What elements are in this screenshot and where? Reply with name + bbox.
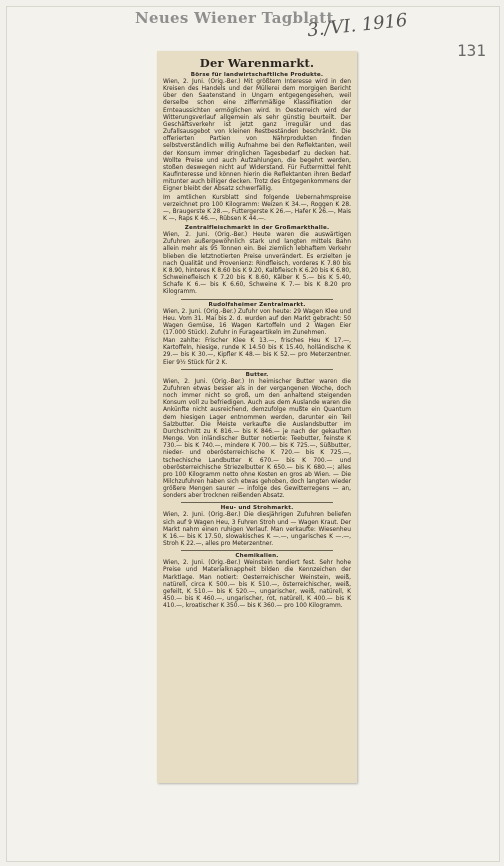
section-heading: Zentralfleischmarkt in der Großmarkthalle. xyxy=(184,225,330,232)
section-paragraph: Im amtlichen Kursblatt sind folgende Uebernahmspreise verzeichnet pro 100 Kilogramm: Weizen K 34.—, Roggen K 28.—, Braugerste K 28.—, Futtergerste K 26.—, Hafer K 26.—, Mais K —, Raps K 46.—, Rübsen K 44.—. xyxy=(163,194,351,222)
newspaper-clipping xyxy=(157,51,357,783)
section-paragraph: Wien, 2. Juni. (Orig.-Ber.) In heimischer Butter waren die Zufuhren etwas besser als in der vergangenen Woche, doch noch immer nicht so groß, um den anhaltend steigenden Konsum voll zu befriedigen. Auch aus dem Auslande waren die Ankünfte nicht ausreichend, demzufolge mußte ein Quantum dem hiesigen Lager entnommen werden, darunter ein Teil Salzbutter. Die Meiste verkaufte die Auslandsbutter im Durchschnitt zu K 816.— bis K 846.— je nach der gekauften Menge. Von inländischer Butter notierte: Teebutter, feinste K 730.— bis K 740.—, mindere K 700.— bis K 725.—, Süßbutter, nieder- und oberösterreichische K 720.— bis K 725.—, tschechische Landbutter K 670.— bis K 700.— und oberösterreichische Striezelbutter K 650.— bis K 680.—; alles pro 100 Kilogramm netto ohne Kosten en gros ab Wien. — Die Milchzufuhren haben sich etwas gehoben, doch langten wieder größere Mengen saurer — infolge des Gewitterregens — an, sonders aber trocknen reißenden Absatz. xyxy=(163,378,351,500)
section-paragraph: Wien, 2. Juni. (Orig.-Ber.) Die diesjährigen Zufuhren beliefen sich auf 9 Wagen Heu, 3 Fuhren Stroh und — Wagen Kraut. Der Markt nahm einen ruhigen Verlauf. Man verkaufte: Wiesenheu K 16.— bis K 17.50, slowakisches K —.—, ungarisches K —.—, Stroh K 22.—, alles pro Meterzentner. xyxy=(163,512,351,548)
section-heading: Heu- und Strohmarkt. xyxy=(220,505,294,512)
article-title: Der Warenmarkt. xyxy=(199,56,315,70)
divider xyxy=(181,502,333,503)
newspaper-masthead: Neues Wiener Tagblatt xyxy=(135,9,334,27)
section-paragraph: Wien, 2. Juni. (Orig.-Ber.) Weinstein tendiert fest. Sehr hohe Preise und Materialknappheit bilden die Kennzeichen der Marktlage. Man notiert: Oesterreichischer Weinstein, weiß, natürell, circa K 500.— bis K 510.—, österreichischer, weiß, gefeilt, K 510.— bis K 520.—, ungarischer, weiß, natürell, K 450.— bis K 460.—, ungarischer, rot, natürell, K 400.— bis K 410.—, kroatischer K 350.— bis K 360.— pro 100 Kilogramm. xyxy=(163,560,351,610)
divider xyxy=(181,299,333,300)
divider xyxy=(181,550,333,551)
section-paragraph: Wien, 2. Juni. (Orig.-Ber.) Heute waren die auswärtigen Zufuhren außergewöhnlich stark und langten mittels Bahn allein mehr als 95 Tonnen ein. Bei ziemlich lebhaftem Verkehr blieben die letztnotierten Preise unverändert. Es erzielten je nach Qualität und Provenienz: Rindfleisch, vorderes K 7.80 bis K 8.90, hinteres K 8.60 bis K 9.20, Kalbfleisch K 6.20 bis K 6.80, Schweinefleisch K 7.20 bis K 8.60, Kälber K 5.— bis K 5.40, Schafe K 6.— bis K 6.60, Schweine K 7.— bis K 8.20 pro Kilogramm. xyxy=(163,232,351,296)
section-heading: Rudolfsheimer Zentralmarkt. xyxy=(208,301,306,308)
section-heading: Butter. xyxy=(245,371,269,378)
section-heading: Chemikalien. xyxy=(235,553,279,560)
divider xyxy=(181,369,333,370)
section-paragraph: Man zahlte: Frischer Klee K 13.—, frisches Heu K 17.—, Kartoffeln, hiesige, runde K 14.50 bis K 15.40, holländische K 29.— bis K 30.—, Kipfler K 48.— bis K 52.— pro Meterzentner. Eier 9½ Stück für 2 K. xyxy=(163,338,351,366)
page-number: 131 xyxy=(457,41,486,60)
section-paragraph: Wien, 2. Juni. (Orig.-Ber.) Zufuhr von heute: 29 Wagen Klee und Heu. Vom 31. Mai bis 2. d. wurden auf den Markt gebracht: 50 Wagen Gemüse, 16 Wagen Kartoffeln und 2 Wagen Eier (17.000 Stück). Zufuhr in Furageartikeln im Zunehmen. xyxy=(163,308,351,336)
section-paragraph: Wien, 2. Juni. (Orig.-Ber.) Mit größtem Interesse wird in den Kreisen des Handels und der Müllerei dem morgigen Bericht über den Saatenstand in Ungarn entgegengesehen, weil derselbe schon eine ziffernmäßige Klassifikation der Ernteaussichten ermöglichen wird. In Oesterreich wird der Witterungsverlauf allgemein als sehr günstig beurteilt. Der Geschäftsverkehr ist jetzt ganz irregulär und das Zufallsausgebot von kleinen Restbeständen beschränkt. Die offerierten Partien von Nährprodukten finden selbstverständlich willig Aufnahme bei den Reflektanten, weil der Konsum immer dringlichen Tagesbedarf zu decken hat. Wollte Preise und auch Aufzahlungen, die begehrt werden, stoßen deswegen nicht auf Widerstand. Für Futtermittel fehlt Kaufinteresse und können hierin die Reflektanten ihren Bedarf mitunter auch billiger decken. Trotz des Entgegenkommens der Eigner bleibt der Absatz schwerfällig. xyxy=(163,79,351,193)
section-heading: Börse für landwirtschaftliche Produkte. xyxy=(190,72,324,78)
handwritten-date: 3./VI. 1916 xyxy=(306,9,409,42)
archive-sheet xyxy=(6,6,500,862)
